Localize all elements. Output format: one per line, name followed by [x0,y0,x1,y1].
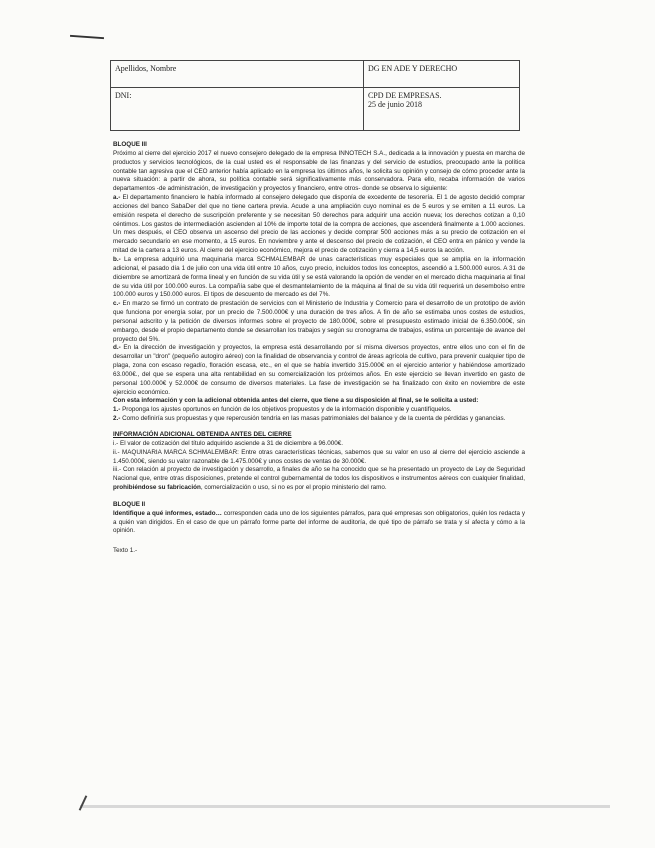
dni-field: DNI: [111,88,364,131]
info-i: i.- El valor de cotización del título adquirido asciende a 31 de diciembre a 96.000€. [113,439,343,447]
question-2-text: Como definiría sus propuestas y que repercusión tendría en las masas patrimoniales del balance y de la cuenta de pérdidas y ganancias. [122,415,506,423]
question-2-label: 2.- [113,415,121,423]
question-1 [113,406,525,415]
question-prompt-text: Con esta información y con la adicional obtenida antes del cierre, que tiene a su disposición al final, se le solicita a usted: [113,397,479,405]
exam-date: 25 de junio 2018 [367,100,422,109]
item-c-label: c.- [113,300,121,308]
item-d [113,344,525,397]
exam-header-table [110,60,520,131]
bloque-iii-title: BLOQUE III [113,141,147,148]
item-c-text: En marzo se firmó un contrato de prestación de servicios con el Ministerio de Industria y Comercio para el desarrollo de un prototipo de avión que funciona por energía solar, por un precio de 7.500.000€ y una duración de tres años. A fin de año se estimaba unos costes de estudios, personal adscrito y la petición de diversos informes sobre el proyecto de 180.000€, sobre el presupuesto estimado inicial de 6.350.000€, sin embargo, desde el propio departamento donde se desarrollan los trabajos y según su cronograma de trabajos, estima un porcentaje de avance del proyecto del 5%. [113,300,526,343]
question-1-label: 1.- [113,406,121,414]
page-edge-shadow [80,805,610,808]
item-a-label: a.- [113,194,121,202]
question-1-text: Proponga los ajustes oportunos en función de los objetivos propuestos y de la información disponible y cuantifíquelos. [122,406,452,414]
degree-label: DG EN ADE Y DERECHO [363,61,519,88]
bloque-ii-text: corresponden cada uno de los siguientes párrafos, para qué empresas son obligatorios, quién los redacta y a quién van dirigidos. En el caso de que un párrafo forme parte del informe de auditoría, de qué tipo de párrafo se trata y sí afecta y cómo a la opinión. [113,509,525,535]
scan-mark [70,35,104,39]
item-b [113,256,525,300]
item-a-text: El departamento financiero le había informado al consejero delegado que disponía de excedente de tesorería. El 1 de agosto decidió comprar acciones del banco SabaDer del que no tiene cartera previa. Acude a una ampliación cuyo nominal es de 5 euros y se emiten a 11 euros. La emisión respeta el derecho de suscripción preferente y se necesitan 50 derechos para adquirir una acción nueva; los derechos cotizan a 0,10 céntimos. Los gastos de intermediación ascienden al 10% de importe total de la compra de acciones, que ascenderá finalmente a 1.000 acciones. Un mes después, el CEO observa un ascenso del precio de las acciones y decide comprar 500 acciones más a su precio de cotización en el mercado secundario en ese momento, a 15 euros. En noviembre y ante el descenso del precio de cotización, el CEO entra en pánico y vende la mitad de la cartera a 13 euros. Al cierre del ejercicio económico, mejora el precio de cotización y cierra a 14,5 euros la acción. [113,194,525,255]
pen-mark [79,795,88,810]
bloque-ii-lead: Identifique a qué informes, estado… [113,509,222,517]
bloque-ii-title: BLOQUE II [113,500,146,508]
info-iii-text: iii.- Con relación al proyecto de investigación y desarrollo, a finales de año se ha conocido que se ha presentado un proyecto de Ley de Seguridad Nacional que, entre otras disposiciones, pretende el control gubernamental de todos los dispositivos e instrumentos aéreos con cualquier finalidad, [113,466,525,483]
item-d-label: d.- [113,344,121,352]
item-b-label: b.- [113,255,121,263]
bloque-iii-intro: Próximo al cierre del ejercicio 2017 el nuevo consejero delegado de la empresa INNOTECH S.A., dedicada a la innovación y puesta en marcha de productos y servicios tecnológicos, de la cual usted es el responsable de las finanzas y del servicio de estudios, preocupado ante la política contable tan agresiva que el CEO anterior había aplicado en la empresa los últimos años, le solicita su opinión y consejo de cómo proceder ante la nueva situación: a partir de ahora, su política contable será significativamente más conservadora. Para ello, recaba información de varios departamentos -de administración, de investigación y proyectos y financiero, entre otros- donde se observa lo siguiente: [113,149,525,193]
item-c [113,300,525,344]
question-prompt [113,397,525,406]
info-iii [113,466,525,493]
item-a [113,194,525,256]
info-iii-bold: prohibiéndose su fabricación [113,484,201,492]
name-field: Apellidos, Nombre [111,61,364,88]
bloque-ii-instructions [113,510,525,537]
course-label: CPD DE EMPRESAS. [367,91,442,100]
exam-body [113,141,525,556]
question-2 [113,415,525,424]
item-d-text: En la dirección de investigación y proyectos, la empresa está desarrollando por sí misma diversos proyectos, entre ellos uno con el fin de desarrollar un "dron" (pequeño autogiro aéreo) con la finalidad de observancia y control de áreas agrícola de cultivo, para prevenir cualquier tipo de plaga, zona con escaso regadío, floración escasa, etc., en el que se había invertido 315.000€ en el ejercicio anterior y habiéndose amortizado 63.000€., del que se espera una alta rentabilidad en su comercialización los próximos años. En este ejercicio se llevan invertido en gasto de personal 100.000€ y 52.000€ de consumo de diversos materiales. La fase de investigación se ha finalizado con éxito en noviembre de este ejercicio económico. [113,344,525,396]
texto-1-label: Texto 1.- [113,547,138,555]
item-b-text: La empresa adquirió una maquinaria marca SCHMALEMBAR de unas características muy especiales que se amplía en la información adicional, el pasado día 1 de julio con una vida útil entre 10 años, cuyo precio, incluidos todos los conceptos, ascendió a 1.500.000 euros. A 31 de diciembre se amortizará de forma lineal y en función de su vida útil y se está valorando la opción de vender en el mercado dicha maquinaria al final de su vida útil por 100.000 euros. La compañía sabe que el desmantelamiento de la máquina al final de su vida útil requerirá un desembolso entre 100.000 euros y 150.000 euros. El tipos de descuento de mercado es del 7%. [113,255,525,299]
info-ii: ii.- MAQUINARIA MARCA SCHMALEMBAR: Entre otras características técnicas, sabemos que su valor en uso al cierre del ejercicio asciende a 1.450.000€, siendo su valor razonable de 1.475.000€ y unos costes de ventas de 30.000€. [113,448,525,465]
info-iii-end: , comercialización o uso, si no es por el propio ministerio del ramo. [200,484,387,492]
additional-info-title: INFORMACIÓN ADICIONAL OBTENIDA ANTES DEL CIERRE [113,431,292,438]
course-date-cell [363,88,519,131]
